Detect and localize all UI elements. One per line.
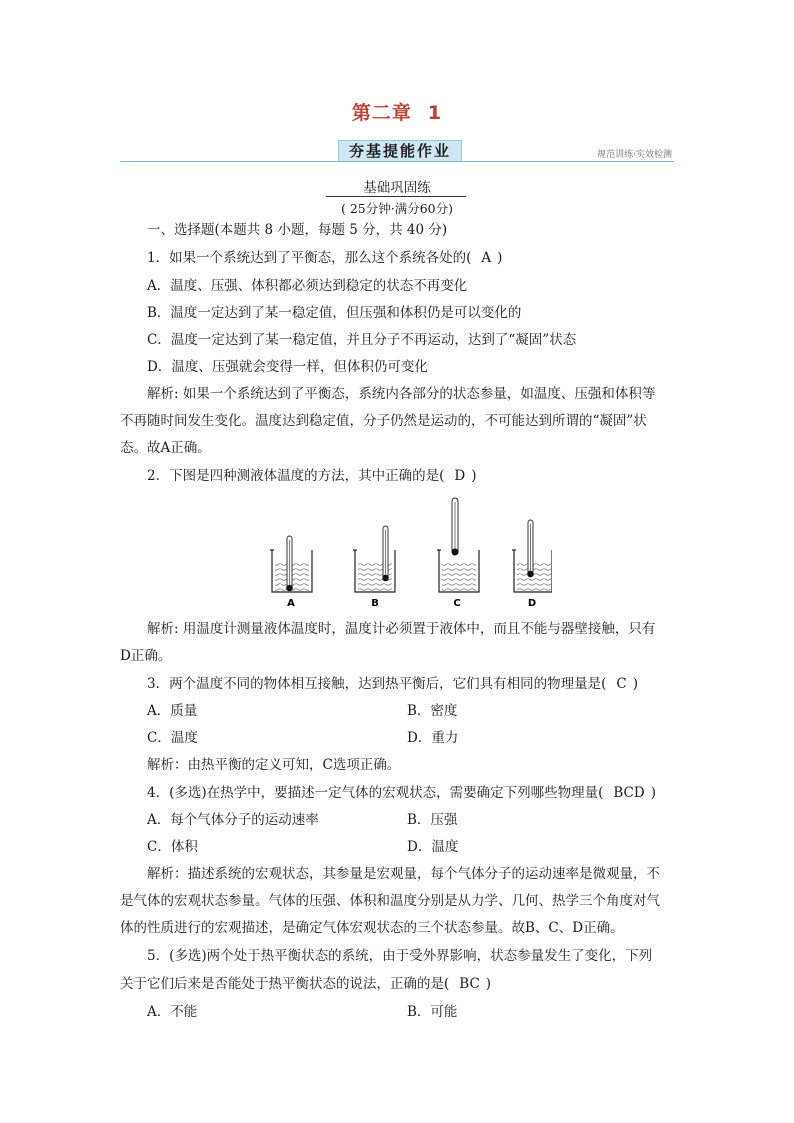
figure-label-a: A [287,598,295,609]
q2-stem: 2．下图是四种测液体温度的方法，其中正确的是( D ) [147,468,477,484]
section-title-rule [326,196,466,197]
figure-label-b: B [371,598,379,609]
chapter-title [0,98,794,125]
q4-option-c: C．体积 [147,839,198,855]
q3-option-a: A．质量 [147,703,198,719]
thermometer-b [382,526,389,581]
beaker-b [353,526,395,592]
q2-explanation-2: D正确。 [120,648,172,664]
q4-option-d: D．温度 [407,839,459,855]
q1-option-d: D．温度、压强就会变得一样，但体积仍可变化 [147,359,428,375]
beaker-c [437,498,479,592]
q5-option-b: B．可能 [407,1004,458,1020]
q4-option-b: B．压强 [407,812,458,828]
beaker-d [512,520,552,592]
q1-option-a: A．温度、压强、体积都必须达到稳定的状态不再变化 [147,278,468,294]
header-tagline: 规范训练·实效检测 [597,150,672,160]
chapter-number: 1 [427,102,443,124]
q3-option-d: D．重力 [407,730,459,746]
section-banner: 夯基提能作业 [338,140,462,162]
q3-answer: C [616,676,627,692]
q4-explanation-2: 是气体的宏观状态参量。气体的压强、体积和温度分别是从力学、几何、热学三个角度对气 [120,893,660,909]
q5-answer: BC [459,976,480,992]
thermometer-figure [262,492,552,612]
q3-explanation: 解析：由热平衡的定义可知，C选项正确。 [147,757,401,773]
thermometer-c [452,498,459,556]
q4-stem: 4．(多选)在热学中，要描述一定气体的宏观状态，需要确定下列哪些物理量( BCD ) [147,785,656,801]
q1-stem: 1．如果一个系统达到了平衡态，那么这个系统各处的( A ) [147,250,503,266]
time-limit: ( 25分钟·满分60分) [340,201,453,216]
thermometer-a [286,536,293,591]
figure-label-c: C [453,598,461,609]
q5-stem-1: 5．(多选)两个处于热平衡状态的系统，由于受外界影响，状态参量发生了变化，下列 [147,948,653,964]
q2-answer: D [454,468,466,484]
q4-answer: BCD [613,785,645,801]
q5-stem-2: 关于它们后来是否能处于热平衡状态的说法，正确的是( BC ) [120,976,492,992]
q3-stem: 3．两个温度不同的物体相互接触，达到热平衡后，它们具有相同的物理量是( C ) [147,676,638,692]
q5-option-a: A．不能 [147,1004,198,1020]
q3-option-b: B．密度 [407,703,458,719]
q1-explanation-2: 不再随时间发生变化。温度达到稳定值，分子仍然是运动的，不可能达到所谓的“凝固”状 [120,413,647,429]
q1-answer: A [481,250,492,266]
section-title: 基础巩固练 [363,180,431,196]
q3-option-c: C．温度 [147,730,198,746]
q1-option-c: C．温度一定达到了某一稳定值，并且分子不再运动，达到了“凝固”状态 [147,332,577,348]
q4-option-a: A．每个气体分子的运动速率 [147,812,319,828]
chapter-name: 第二章 [351,102,412,124]
q4-explanation-3: 体的性质进行的宏观描述，是确定气体宏观状态的三个状态参量。故B、C、D正确。 [120,920,624,936]
q4-explanation-1: 解析：描述系统的宏观状态，其参量是宏观量，每个气体分子的运动速率是微观量，不 [147,866,660,882]
q1-option-b: B．温度一定达到了某一稳定值，但压强和体积仍是可以变化的 [147,305,522,321]
q1-explanation-3: 态。故A正确。 [120,440,211,456]
header-rule [120,161,674,162]
q2-explanation-1: 解析: 用温度计测量液体温度时，温度计必须置于液体中，而且不能与器壁接触，只有 [147,621,656,637]
figure-label-d: D [527,598,537,609]
part-heading: 一、选择题(本题共 8 小题，每题 5 分，共 40 分) [147,222,448,238]
thermometer-d [527,520,534,577]
q1-explanation-1: 解析: 如果一个系统达到了平衡态，系统内各部分的状态参量，如温度、压强和体积等 [147,386,656,402]
beaker-a [270,536,312,592]
